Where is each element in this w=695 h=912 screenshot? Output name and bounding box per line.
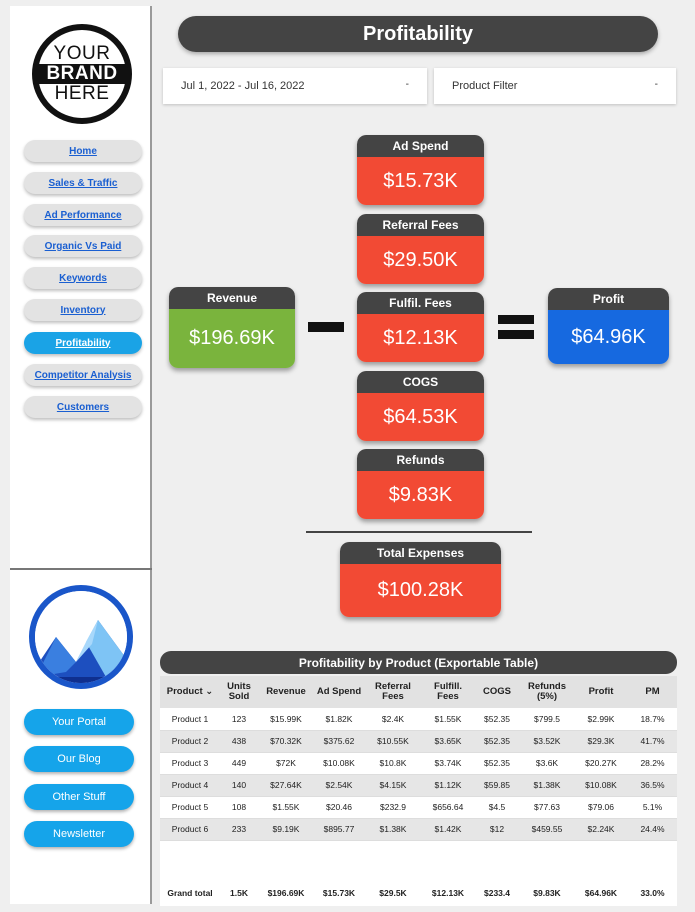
cell-units-sold: 438 bbox=[220, 730, 258, 752]
your-portal-button[interactable]: Your Portal bbox=[24, 709, 134, 735]
table-row bbox=[160, 708, 677, 730]
cell-pm: 18.7% bbox=[628, 708, 677, 730]
cell-refunds: $3.52K bbox=[520, 730, 574, 752]
table-header-row bbox=[160, 676, 677, 708]
table-row bbox=[160, 796, 677, 818]
cell-product: Product 1 bbox=[160, 708, 220, 730]
logo-line-3: HERE bbox=[54, 83, 110, 104]
cogs-label: COGS bbox=[357, 371, 484, 393]
cell-cogs: $52.35 bbox=[474, 752, 520, 774]
cell-fulfill-fees: $3.65K bbox=[422, 730, 474, 752]
cell-revenue: $9.19K bbox=[258, 818, 314, 840]
fulfil-fees-value: $12.13K bbox=[357, 314, 484, 362]
nav-competitor-analysis[interactable]: Competitor Analysis bbox=[24, 364, 142, 386]
table-spacer-row bbox=[160, 840, 677, 880]
referral-fees-label: Referral Fees bbox=[357, 214, 484, 236]
profit-label: Profit bbox=[548, 288, 669, 310]
total-expenses-label: Total Expenses bbox=[340, 542, 501, 564]
total-cell-revenue: $196.69K bbox=[258, 880, 314, 906]
col-header-revenue[interactable]: Revenue bbox=[258, 676, 314, 708]
total-cell-profit: $64.96K bbox=[574, 880, 628, 906]
equals-sign-bottom bbox=[498, 330, 534, 339]
page-title: Profitability bbox=[178, 16, 658, 52]
cell-product: Product 5 bbox=[160, 796, 220, 818]
nav-home[interactable]: Home bbox=[24, 140, 142, 162]
cell-pm: 24.4% bbox=[628, 818, 677, 840]
total-cell-refunds: $9.83K bbox=[520, 880, 574, 906]
cell-ad-spend: $10.08K bbox=[314, 752, 364, 774]
nav-keywords[interactable]: Keywords bbox=[24, 267, 142, 289]
cell-revenue: $1.55K bbox=[258, 796, 314, 818]
logo-line-1: YOUR bbox=[53, 43, 111, 64]
cell-pm: 28.2% bbox=[628, 752, 677, 774]
col-header-profit[interactable]: Profit bbox=[574, 676, 628, 708]
date-range-filter[interactable] bbox=[163, 68, 427, 104]
col-header-cogs[interactable]: COGS bbox=[474, 676, 520, 708]
sum-divider-line bbox=[306, 531, 532, 533]
cell-refunds: $459.55 bbox=[520, 818, 574, 840]
cell-cogs: $12 bbox=[474, 818, 520, 840]
cell-refunds: $799.5 bbox=[520, 708, 574, 730]
cell-cogs: $52.35 bbox=[474, 730, 520, 752]
total-cell-units-sold: 1.5K bbox=[220, 880, 258, 906]
refunds-label: Refunds bbox=[357, 449, 484, 471]
nav-organic-vs-paid[interactable]: Organic Vs Paid bbox=[24, 235, 142, 257]
cell-ad-spend: $2.54K bbox=[314, 774, 364, 796]
sidebar bbox=[10, 6, 152, 904]
cell-fulfill-fees: $3.74K bbox=[422, 752, 474, 774]
nav-customers[interactable]: Customers bbox=[24, 396, 142, 418]
referral-fees-card bbox=[357, 214, 484, 284]
total-cell-referral-fees: $29.5K bbox=[364, 880, 422, 906]
cell-revenue: $72K bbox=[258, 752, 314, 774]
cell-profit: $29.3K bbox=[574, 730, 628, 752]
total-cell-ad-spend: $15.73K bbox=[314, 880, 364, 906]
cell-referral-fees: $4.15K bbox=[364, 774, 422, 796]
cell-profit: $20.27K bbox=[574, 752, 628, 774]
cell-profit: $2.24K bbox=[574, 818, 628, 840]
total-cell-pm: 33.0% bbox=[628, 880, 677, 906]
cell-profit: $2.99K bbox=[574, 708, 628, 730]
cell-units-sold: 123 bbox=[220, 708, 258, 730]
cell-product: Product 3 bbox=[160, 752, 220, 774]
cell-product: Product 6 bbox=[160, 818, 220, 840]
logo-line-2: BRAND bbox=[38, 64, 126, 84]
cell-profit: $10.08K bbox=[574, 774, 628, 796]
grand-total-row bbox=[160, 880, 677, 906]
equals-sign-top bbox=[498, 315, 534, 324]
col-header-pm[interactable]: PM bbox=[628, 676, 677, 708]
newsletter-button[interactable]: Newsletter bbox=[24, 821, 134, 847]
cell-revenue: $70.32K bbox=[258, 730, 314, 752]
cell-ad-spend: $20.46 bbox=[314, 796, 364, 818]
cell-units-sold: 140 bbox=[220, 774, 258, 796]
refunds-value: $9.83K bbox=[357, 471, 484, 519]
other-stuff-button[interactable]: Other Stuff bbox=[24, 784, 134, 810]
col-header-units-sold[interactable]: Units Sold bbox=[220, 676, 258, 708]
total-cell-fulfill-fees: $12.13K bbox=[422, 880, 474, 906]
referral-fees-value: $29.50K bbox=[357, 236, 484, 284]
ad-spend-label: Ad Spend bbox=[357, 135, 484, 157]
cogs-value: $64.53K bbox=[357, 393, 484, 441]
col-header-referral-fees[interactable]: Referral Fees bbox=[364, 676, 422, 708]
table-row bbox=[160, 752, 677, 774]
brand-logo[interactable] bbox=[32, 24, 132, 124]
cell-units-sold: 449 bbox=[220, 752, 258, 774]
cell-referral-fees: $2.4K bbox=[364, 708, 422, 730]
cell-fulfill-fees: $1.42K bbox=[422, 818, 474, 840]
our-blog-button[interactable]: Our Blog bbox=[24, 746, 134, 772]
table-row bbox=[160, 730, 677, 752]
cell-refunds: $1.38K bbox=[520, 774, 574, 796]
table-row bbox=[160, 818, 677, 840]
col-header-ad-spend[interactable]: Ad Spend bbox=[314, 676, 364, 708]
cell-profit: $79.06 bbox=[574, 796, 628, 818]
refunds-card bbox=[357, 449, 484, 519]
cell-revenue: $15.99K bbox=[258, 708, 314, 730]
cell-ad-spend: $375.62 bbox=[314, 730, 364, 752]
cell-revenue: $27.64K bbox=[258, 774, 314, 796]
cell-refunds: $3.6K bbox=[520, 752, 574, 774]
nav-ad-performance[interactable]: Ad Performance bbox=[24, 204, 142, 226]
ad-spend-card bbox=[357, 135, 484, 205]
cell-referral-fees: $1.38K bbox=[364, 818, 422, 840]
cell-refunds: $77.63 bbox=[520, 796, 574, 818]
mountain-logo-icon bbox=[26, 582, 136, 692]
profitability-table bbox=[160, 676, 677, 906]
nav-inventory[interactable]: Inventory bbox=[24, 299, 142, 321]
revenue-value: $196.69K bbox=[169, 309, 295, 368]
cell-cogs: $4.5 bbox=[474, 796, 520, 818]
cell-product: Product 4 bbox=[160, 774, 220, 796]
product-filter-caret-icon: - bbox=[654, 79, 658, 90]
cell-ad-spend: $895.77 bbox=[314, 818, 364, 840]
fulfil-fees-label: Fulfil. Fees bbox=[357, 292, 484, 314]
cell-cogs: $52.35 bbox=[474, 708, 520, 730]
cell-pm: 41.7% bbox=[628, 730, 677, 752]
fulfil-fees-card bbox=[357, 292, 484, 362]
table-row bbox=[160, 774, 677, 796]
sidebar-divider bbox=[10, 568, 152, 570]
cell-product: Product 2 bbox=[160, 730, 220, 752]
profit-value: $64.96K bbox=[548, 310, 669, 364]
col-header-refunds[interactable]: Refunds (5%) bbox=[520, 676, 574, 708]
cell-ad-spend: $1.82K bbox=[314, 708, 364, 730]
product-filter-label: Product Filter bbox=[452, 80, 518, 92]
cell-fulfill-fees: $1.12K bbox=[422, 774, 474, 796]
col-header-fulfill-fees[interactable]: Fulfill. Fees bbox=[422, 676, 474, 708]
nav-profitability[interactable]: Profitability bbox=[24, 332, 142, 354]
date-range-value: Jul 1, 2022 - Jul 16, 2022 bbox=[181, 80, 305, 92]
table-title: Profitability by Product (Exportable Table) bbox=[160, 651, 677, 674]
cell-units-sold: 233 bbox=[220, 818, 258, 840]
cell-referral-fees: $10.8K bbox=[364, 752, 422, 774]
ad-spend-value: $15.73K bbox=[357, 157, 484, 205]
table-spacer-cell bbox=[160, 840, 677, 880]
cell-referral-fees: $10.55K bbox=[364, 730, 422, 752]
profit-card bbox=[548, 288, 669, 364]
cell-units-sold: 108 bbox=[220, 796, 258, 818]
total-cell-product: Grand total bbox=[160, 880, 220, 906]
date-range-caret-icon: - bbox=[405, 79, 409, 90]
cell-fulfill-fees: $656.64 bbox=[422, 796, 474, 818]
cell-referral-fees: $232.9 bbox=[364, 796, 422, 818]
cell-pm: 5.1% bbox=[628, 796, 677, 818]
product-filter[interactable] bbox=[434, 68, 676, 104]
cell-pm: 36.5% bbox=[628, 774, 677, 796]
total-expenses-value: $100.28K bbox=[340, 564, 501, 617]
nav-sales-traffic[interactable]: Sales & Traffic bbox=[24, 172, 142, 194]
total-cell-cogs: $233.4 bbox=[474, 880, 520, 906]
col-header-product[interactable]: Product ⌄ bbox=[160, 676, 220, 708]
total-expenses-card bbox=[340, 542, 501, 617]
revenue-label: Revenue bbox=[169, 287, 295, 309]
cell-cogs: $59.85 bbox=[474, 774, 520, 796]
cogs-card bbox=[357, 371, 484, 441]
cell-fulfill-fees: $1.55K bbox=[422, 708, 474, 730]
minus-sign bbox=[308, 322, 344, 332]
revenue-card bbox=[169, 287, 295, 368]
